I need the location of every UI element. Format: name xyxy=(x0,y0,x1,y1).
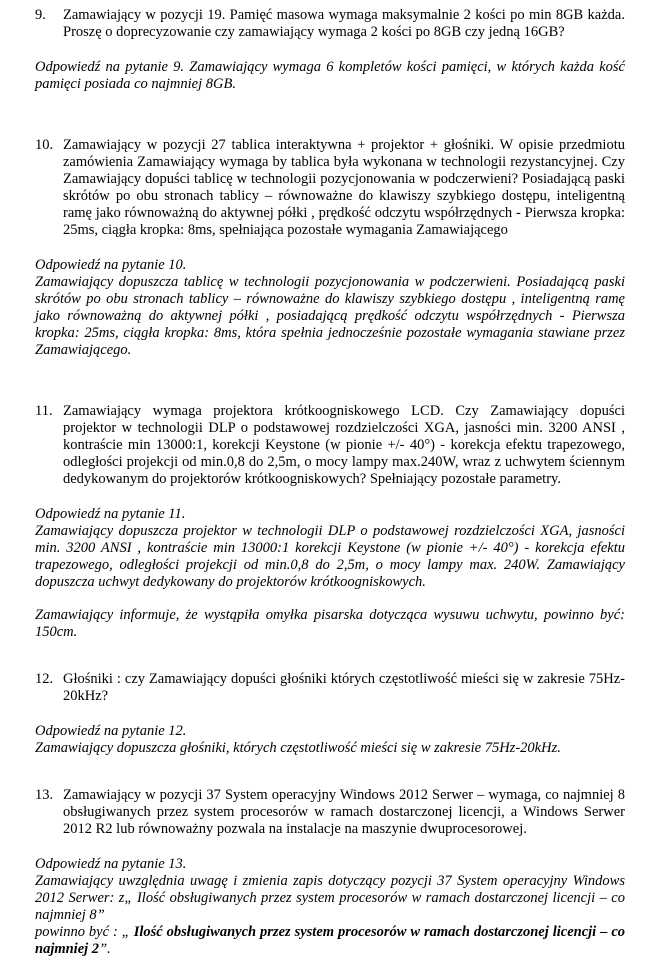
answer-text-run: Zamawiający dopuszcza tablicę w technologii pozycjonowania w podczerwieni. Posiadającą paski skrótów po obu stronach tablicy – równoważne do klawiszy szybkiego dostępu , inteligentną ramę jako równoważną do aktywnej półki , posiadającą prędkość odczytu współrzędnych - Pierwsza kropka: 25ms, ciągła kropka: 8ms, która spełnia jednocześnie pozostałe wymagania stawiane przez Zamawiającego. xyxy=(35,274,625,358)
question-text: Zamawiający w pozycji 27 tablica interaktywna + projektor + głośniki. W opisie przedmiotu zamówienia Zamawiający wymaga by tablica była wykonana w technologii rezystancyjnej. Czy Zamawiający dopuści tablicę w technologii pozycjonowania w podczerwieni? Posiadającą paski skrótów po obu stronach tablicy – równoważne do klawiszy szybkiego dostępu, inteligentną ramę jako równoważną do aktywnej półki , prędkość odczytu współrzędnych - Pierwsza kropka: 25ms, ciągła kropka: 8ms, spełniająca pozostałe wymagania Zamawiającego xyxy=(63,137,625,238)
answer-paragraph xyxy=(35,740,625,757)
answer-paragraph xyxy=(35,523,625,591)
answer-paragraph xyxy=(35,59,625,93)
answer-heading xyxy=(35,506,625,523)
answer-text-run: Odpowiedź na pytanie 9. Zamawiający wymaga 6 kompletów kości pamięci, w których każda kość pamięci posiada co najmniej 8GB. xyxy=(35,59,625,92)
question-text: Zamawiający w pozycji 37 System operacyjny Windows 2012 Serwer – wymaga, co najmniej 8 obsługiwanych przez system procesorów w ramach dostarczonej licencji, a Windows Serwer 2012 R2 lub równoważny pozwala na instalacje na maszynie dwuprocesorowej. xyxy=(63,787,625,837)
answer-heading xyxy=(35,723,625,740)
answer-text-run: Zamawiający informuje, że wystąpiła omyłka pisarska dotycząca wysuwu uchwytu, powinno być: 150cm. xyxy=(35,607,625,640)
question-paragraph xyxy=(35,787,625,838)
question-number: 11. xyxy=(35,403,53,419)
question-number: 9. xyxy=(35,7,46,23)
question-paragraph xyxy=(35,7,625,41)
answer-text-run: Odpowiedź na pytanie 12. xyxy=(35,723,187,739)
question-number: 12. xyxy=(35,671,54,687)
answer-text-run: Zamawiający dopuszcza projektor w technologii DLP o podstawowej rozdzielczości XGA, jasności min. 3200 ANSI , kontraście min 13000:1 korekcji Keystone (w pionie +/- 40°) - korekcja efektu trapezowego, odległości projekcji od min.0,8 do 2,5m, o mocy lampy max. 240W. Zamawiający dopuszcza uchwyt dedykowany do projektorów krótkoogniskowych. xyxy=(35,523,625,590)
answer-text-run: powinno być : „ xyxy=(35,924,134,940)
question-paragraph xyxy=(35,403,625,488)
qa-item xyxy=(35,671,625,757)
answer-text-run: Odpowiedź na pytanie 13. xyxy=(35,856,187,872)
answer-blocks xyxy=(35,59,625,93)
items-container xyxy=(35,7,625,958)
answer-text-run: Zamawiający dopuszcza głośniki, których częstotliwość mieści się w zakresie 75Hz-20kHz. xyxy=(35,740,561,756)
answer-text-run: Zamawiający uwzględnia uwagę i zmienia zapis dotyczący pozycji 37 System operacyjny Windows 2012 Serwer: z„ Ilość obsługiwanych przez system procesorów w ramach dostarczonej licencji – co najmniej 8” xyxy=(35,873,625,923)
answer-blocks xyxy=(35,723,625,757)
answer-blocks xyxy=(35,506,625,641)
answer-paragraph xyxy=(35,924,625,958)
qa-item xyxy=(35,787,625,958)
question-number: 10. xyxy=(35,137,54,153)
question-paragraph xyxy=(35,671,625,705)
qa-item xyxy=(35,7,625,93)
question-text: Zamawiający wymaga projektora krótkoogniskowego LCD. Czy Zamawiający dopuści projektor w technologii DLP o podstawowej rozdzielczości XGA, jasności min. 3200 ANSI , kontraście min 13000:1, korekcji Keystone (w pionie +/- 40°) - korekcja efektu trapezowego, odległości projekcji od min.0,8 do 2,5m, o mocy lampy max.240W, wraz z uchwytem ściennym dedykowanym do projektorów krótkoogniskowych? Spełniający pozostałe parametry. xyxy=(63,403,625,487)
answer-blocks xyxy=(35,257,625,359)
qa-item xyxy=(35,137,625,359)
question-text: Głośniki : czy Zamawiający dopuści głośniki których częstotliwość mieści się w zakresie 75Hz-20kHz? xyxy=(63,671,625,704)
qa-item xyxy=(35,403,625,641)
answer-bold-run: Ilość obsługiwanych przez system procesorów w ramach dostarczonej licencji – co najmniej 2 xyxy=(35,924,626,957)
answer-heading xyxy=(35,856,625,873)
answer-text-run: Odpowiedź na pytanie 11. xyxy=(35,506,186,522)
answer-text-run: Odpowiedź na pytanie 10. xyxy=(35,257,187,273)
answer-paragraph xyxy=(35,873,625,924)
question-paragraph xyxy=(35,137,625,239)
question-text: Zamawiający w pozycji 19. Pamięć masowa wymaga maksymalnie 2 kości po min 8GB każda. Proszę o doprecyzowanie czy zamawiający wymaga 2 kości po 8GB czy jedną 16GB? xyxy=(63,7,625,40)
question-number: 13. xyxy=(35,787,54,803)
answer-paragraph xyxy=(35,274,625,359)
answer-text-run: ”. xyxy=(99,941,111,957)
answer-blocks xyxy=(35,856,625,958)
answer-paragraph xyxy=(35,607,625,641)
answer-heading xyxy=(35,257,625,274)
